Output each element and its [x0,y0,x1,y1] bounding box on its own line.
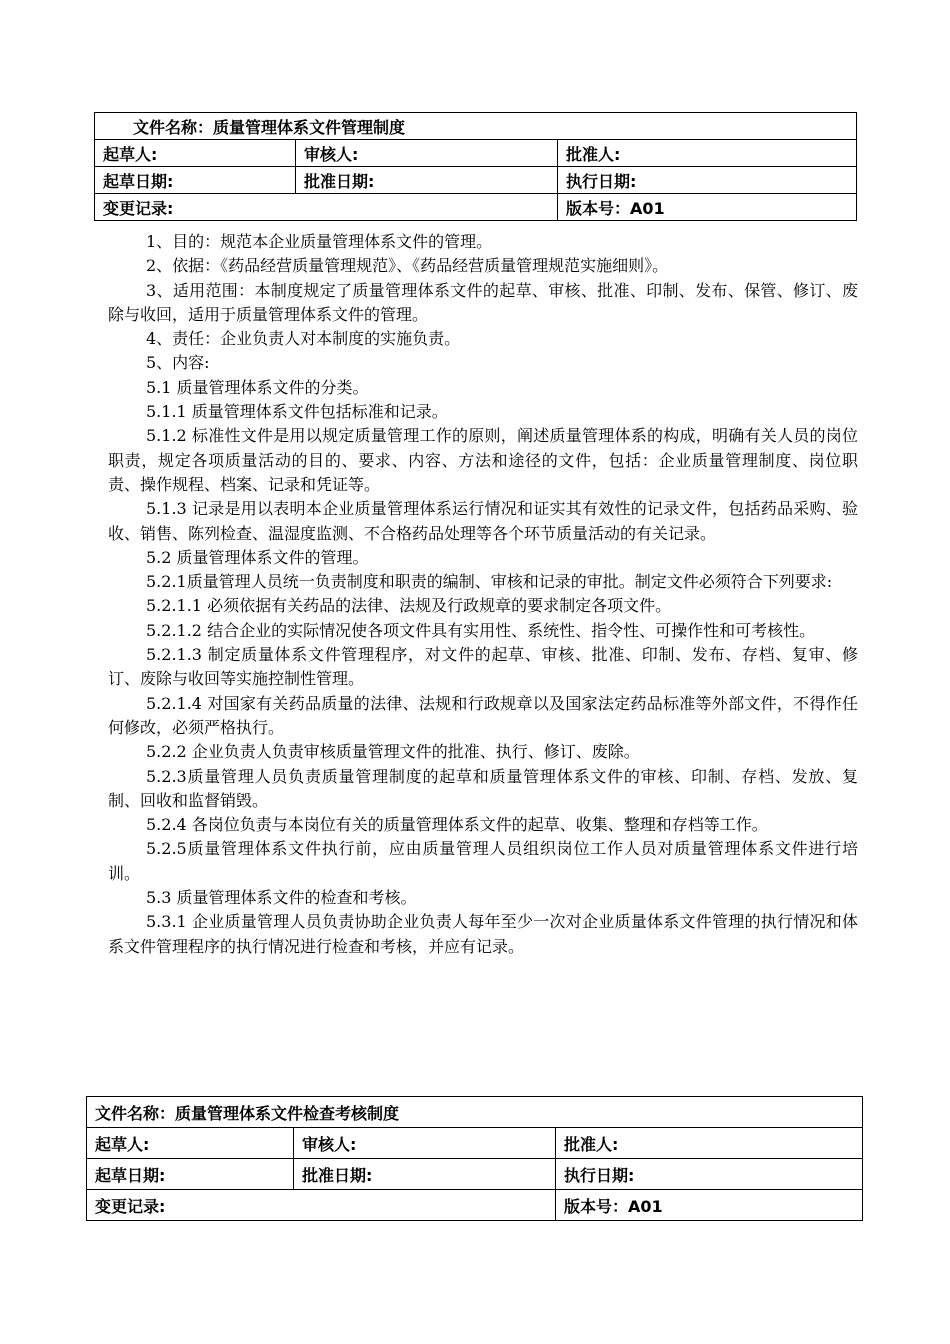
paragraph: 5.2.1.4 对国家有关药品质量的法律、法规和行政规章以及国家法定药品标准等外部文件，不得作任何修改，必须严格执行。 [108,693,858,737]
approver-cell [556,1128,863,1159]
approver-label: 批准人: [564,1134,619,1154]
doc1-dates-row [95,167,857,194]
doc2-header-table [86,1096,863,1221]
reviewer-label: 审核人: [302,1134,357,1154]
paragraph: 5.3 质量管理体系文件的检查和考核。 [146,888,417,908]
change-record-label: 变更记录: [103,198,174,218]
draft-date-label: 起草日期: [103,171,174,191]
paragraph: 5.1.1 质量管理体系文件包括标准和记录。 [146,402,448,422]
drafter-cell [95,140,296,167]
exec-date-cell [558,167,857,194]
doc1-people-row [95,140,857,167]
paragraph: 5.2.2 企业负责人负责审核质量管理文件的批准、执行、修订、废除。 [146,742,640,762]
paragraph: 5、内容: [146,353,210,373]
doc2-title: 质量管理体系文件检查考核制度 [175,1103,400,1123]
doc1-header-table [94,112,857,221]
version-value: A01 [630,198,665,218]
change-record-label: 变更记录: [95,1196,166,1216]
exec-date-label: 执行日期: [564,1165,635,1185]
paragraph: 5.2 质量管理体系文件的管理。 [146,547,369,567]
doc1-title-row [95,113,857,140]
reviewer-cell [294,1128,556,1159]
doc2-title-row [87,1097,863,1128]
paragraph: 5.2.3质量管理人员负责质量管理制度的起草和质量管理体系文件的审核、印制、存档、发放、复制、回收和监督销毁。 [108,766,858,810]
doc1-title-cell [95,113,857,140]
paragraph: 5.1 质量管理体系文件的分类。 [146,377,369,397]
draft-date-label: 起草日期: [95,1165,166,1185]
document-body [108,230,858,959]
approver-cell [558,140,857,167]
draft-date-cell [87,1159,294,1190]
version-cell [556,1190,863,1221]
doc1-title: 质量管理体系文件管理制度 [213,117,406,137]
drafter-cell [87,1128,294,1159]
approve-date-label: 批准日期: [304,171,375,191]
exec-date-cell [556,1159,863,1190]
paragraph: 5.1.3 记录是用以表明本企业质量管理体系运行情况和证实其有效性的记录文件，包括药品采购、验收、销售、陈列检查、温湿度监测、不合格药品处理等各个环节质量活动的有关记录。 [108,499,858,543]
doc1-version-row [95,194,857,221]
drafter-label: 起草人: [103,144,158,164]
drafter-label: 起草人: [95,1134,150,1154]
approver-label: 批准人: [566,144,621,164]
paragraph: 1、目的：规范本企业质量管理体系文件的管理。 [146,232,493,251]
change-record-cell [95,194,558,221]
paragraph: 5.2.4 各岗位负责与本岗位有关的质量管理体系文件的起草、收集、整理和存档等工作。 [146,815,768,835]
doc2-title-cell [87,1097,863,1128]
reviewer-label: 审核人: [304,144,359,164]
paragraph: 5.2.5质量管理体系文件执行前，应由质量管理人员组织岗位工作人员对质量管理体系文件进行培训。 [108,839,858,883]
paragraph: 3、适用范围：本制度规定了质量管理体系文件的起草、审核、批准、印制、发布、保管、修订、废除与收回，适用于质量管理体系文件的管理。 [108,280,858,324]
doc2-people-row [87,1128,863,1159]
doc2-version-row [87,1190,863,1221]
reviewer-cell [296,140,558,167]
paragraph: 4、责任：企业负责人对本制度的实施负责。 [146,329,461,349]
version-value: A01 [628,1196,663,1216]
approve-date-label: 批准日期: [302,1165,373,1185]
change-record-cell [87,1190,556,1221]
paragraph: 5.3.1 企业质量管理人员负责协助企业负责人每年至少一次对企业质量体系文件管理的执行情况和体系文件管理程序的执行情况进行检查和考核，并应有记录。 [108,912,858,956]
exec-date-label: 执行日期: [566,171,637,191]
paragraph: 5.2.1.1 必须依据有关药品的法律、法规及行政规章的要求制定各项文件。 [146,596,672,616]
file-name-label: 文件名称： [95,1103,176,1123]
version-label: 版本号： [564,1196,629,1216]
paragraph: 2、依据：《药品经营质量管理规范》、《药品经营质量管理规范实施细则》。 [146,256,669,276]
version-cell [558,194,857,221]
file-name-label: 文件名称： [133,117,214,137]
paragraph: 5.2.1质量管理人员统一负责制度和职责的编制、审核和记录的审批。制定文件必须符合下列要求: [146,572,833,592]
approve-date-cell [294,1159,556,1190]
draft-date-cell [95,167,296,194]
approve-date-cell [296,167,558,194]
paragraph: 5.2.1.2 结合企业的实际情况使各项文件具有实用性、系统性、指令性、可操作性和可考核性。 [146,620,816,640]
paragraph: 5.2.1.3 制定质量体系文件管理程序，对文件的起草、审核、批准、印制、发布、存档、复审、修订、废除与收回等实施控制性管理。 [108,645,858,689]
version-label: 版本号： [566,198,631,218]
paragraph: 5.1.2 标准性文件是用以规定质量管理工作的原则，阐述质量管理体系的构成，明确有关人员的岗位职责，规定各项质量活动的目的、要求、内容、方法和途径的文件，包括：企业质量管理制度、岗位职责、操作规程、档案、记录和凭证等。 [108,426,858,494]
doc2-dates-row [87,1159,863,1190]
